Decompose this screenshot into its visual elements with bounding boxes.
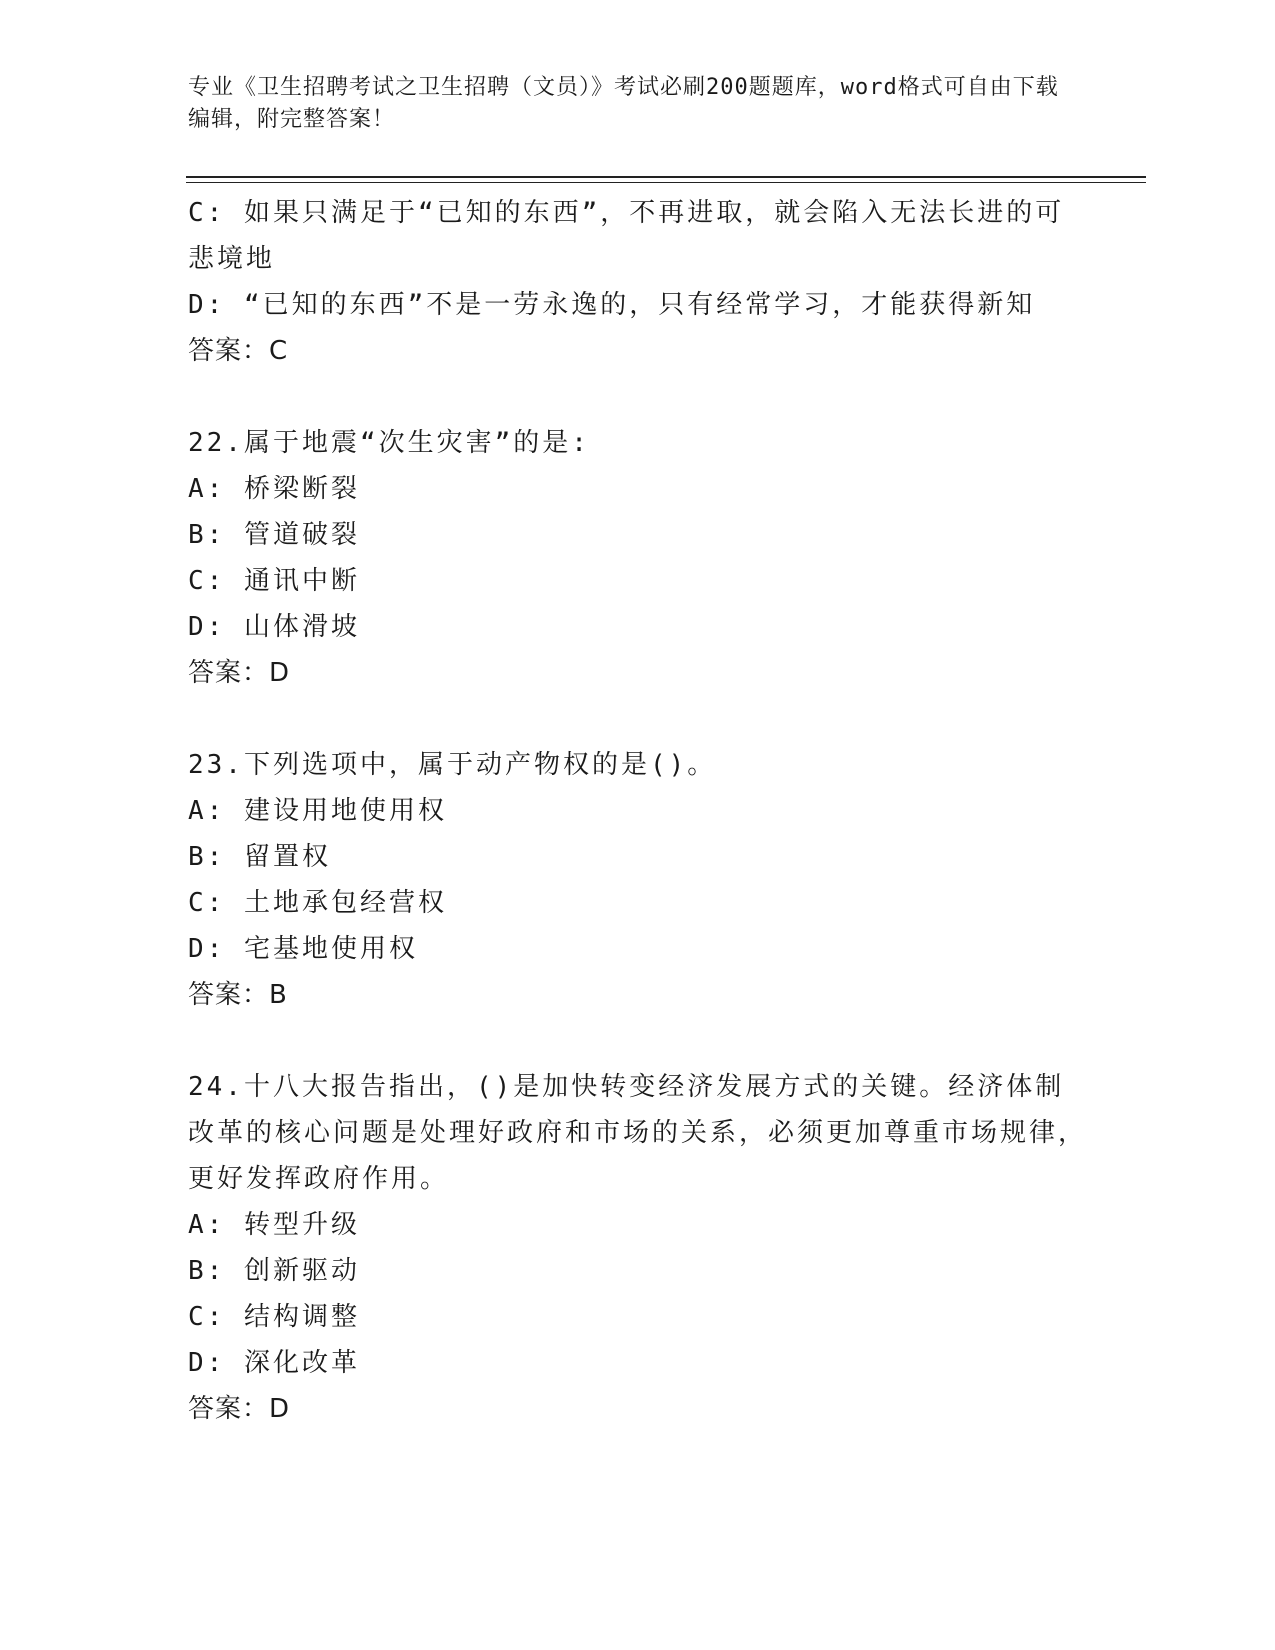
header-divider-thin [186,182,1146,183]
option-b: B: 留置权 [188,842,331,872]
option-d: D: 深化改革 [188,1348,360,1378]
option-c: C: 结构调整 [188,1302,360,1332]
question-23 [188,742,1088,1018]
answer-line: 答案：D [188,658,291,688]
continued-question [188,190,1088,374]
question-stem: 23.下列选项中，属于动产物权的是()。 [188,750,717,780]
option-a: A: 桥梁断裂 [188,474,360,504]
option-b: B: 创新驱动 [188,1256,360,1286]
option-c: C: 如果只满足于“已知的东西”，不再进取，就会陷入无法长进的可悲境地 [188,198,1065,274]
header-divider [186,176,1146,178]
answer-line: 答案：D [188,1394,291,1424]
option-d: D: 宅基地使用权 [188,934,418,964]
option-a: A: 建设用地使用权 [188,796,447,826]
option-d: D: “已知的东西”不是一劳永逸的，只有经常学习，才能获得新知 [188,290,1036,320]
question-stem: 24.十八大报告指出，()是加快转变经济发展方式的关键。经济体制改革的核心问题是处理好政府和市场的关系，必须更加尊重市场规律，更好发挥政府作用。 [188,1072,1088,1194]
question-24 [188,1064,1088,1432]
question-stem: 22.属于地震“次生灾害”的是: [188,428,590,458]
document-header: 专业《卫生招聘考试之卫生招聘（文员）》考试必刷200题题库，word格式可自由下载编辑，附完整答案！ [188,75,1059,132]
question-22 [188,420,1088,696]
option-a: A: 转型升级 [188,1210,360,1240]
question-list [188,190,1088,1432]
option-c: C: 通讯中断 [188,566,360,596]
option-d: D: 山体滑坡 [188,612,360,642]
option-b: B: 管道破裂 [188,520,360,550]
option-c: C: 土地承包经营权 [188,888,447,918]
answer-line: 答案：C [188,336,289,366]
answer-line: 答案：B [188,980,288,1010]
